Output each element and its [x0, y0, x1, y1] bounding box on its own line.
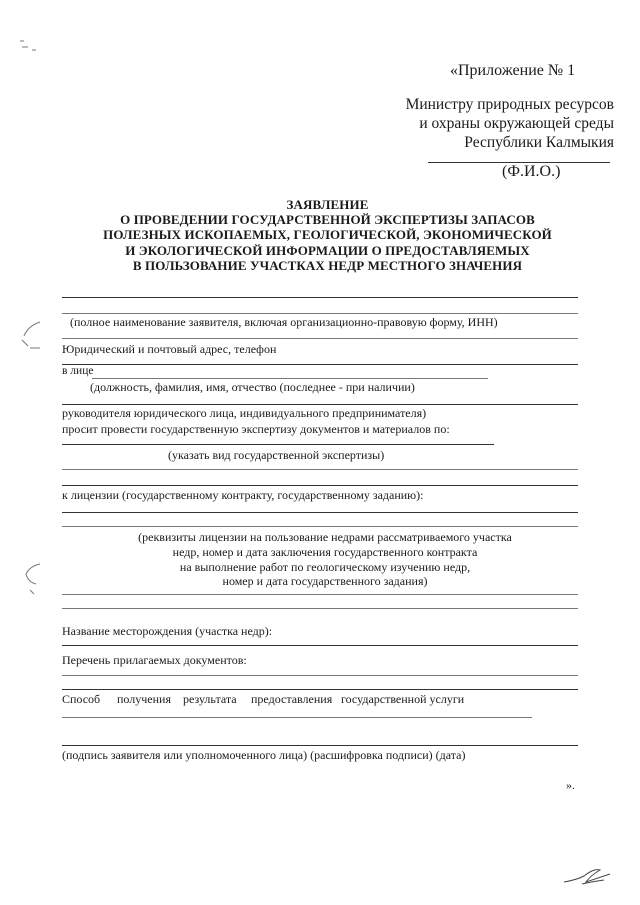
expertise-line-2[interactable]	[62, 469, 578, 470]
license-line-4[interactable]	[62, 608, 578, 609]
expertise-caption: (указать вид государственной экспертизы)	[168, 448, 385, 462]
applicant-line-1[interactable]	[62, 297, 578, 298]
handwritten-signature-icon	[560, 860, 620, 895]
deposit-line[interactable]	[62, 645, 578, 646]
method-word-1: Способ	[62, 692, 101, 706]
license-label: к лицензии (государственному контракту, государственному заданию):	[62, 488, 424, 502]
closing-mark: ».	[566, 778, 575, 792]
license-line-2[interactable]	[62, 526, 578, 527]
applicant-caption: (полное наименование заявителя, включая организационно-правовую форму, ИНН)	[70, 315, 498, 329]
signature-line[interactable]	[62, 745, 578, 746]
documents-line-2[interactable]	[62, 689, 578, 690]
method-word-3: результата	[183, 692, 237, 706]
document-subtitle-2: ПОЛЕЗНЫХ ИСКОПАЕМЫХ, ГЕОЛОГИЧЕСКОЙ, ЭКОНОМИЧЕСКОЙ	[103, 227, 552, 242]
person-caption: (должность, фамилия, имя, отчество (последнее - при наличии)	[90, 380, 415, 394]
license-top-line[interactable]	[62, 485, 578, 486]
document-subtitle-1: О ПРОВЕДЕНИИ ГОСУДАРСТВЕННОЙ ЭКСПЕРТИЗЫ ЗАПАСОВ	[120, 212, 535, 227]
margin-mark-mid	[18, 318, 48, 357]
documents-line-1[interactable]	[62, 675, 578, 676]
license-caption-2: недр, номер и дата заключения государственного контракта	[172, 545, 478, 559]
license-line-3[interactable]	[62, 594, 578, 595]
addressee-line-2: и охраны окружающей среды	[419, 115, 614, 132]
document-title: ЗАЯВЛЕНИЕ	[286, 197, 369, 212]
license-line-1[interactable]	[62, 512, 578, 513]
appendix-label: «Приложение № 1	[450, 62, 576, 79]
person-line[interactable]	[92, 378, 488, 379]
documents-label: Перечень прилагаемых документов:	[62, 653, 247, 667]
license-caption-4: номер и дата государственного задания)	[222, 574, 428, 588]
in-person-label: в лице	[62, 365, 94, 377]
deposit-label: Название месторождения (участка недр):	[62, 624, 273, 638]
address-line[interactable]	[62, 364, 578, 365]
license-caption-3: на выполнение работ по геологическому изучению недр,	[179, 560, 471, 574]
margin-mark-top	[18, 38, 40, 59]
applicant-line-2[interactable]	[62, 313, 578, 314]
margin-mark-low	[22, 560, 48, 601]
method-word-4: предоставления	[251, 692, 333, 706]
address-label: Юридический и почтовый адрес, телефон	[62, 342, 277, 356]
addressee-line-3: Республики Калмыкия	[464, 134, 614, 151]
license-caption-1: (реквизиты лицензии на пользование недрами рассматриваемого участка	[138, 530, 512, 544]
request-label: просит провести государственную экспертизу документов и материалов по:	[62, 422, 450, 436]
method-line[interactable]	[62, 717, 532, 718]
head-line[interactable]	[62, 404, 578, 405]
document-subtitle-3: И ЭКОЛОГИЧЕСКОЙ ИНФОРМАЦИИ О ПРЕДОСТАВЛЯЕМЫХ	[125, 243, 530, 258]
fio-caption: (Ф.И.О.)	[502, 163, 561, 180]
address-top-line[interactable]	[62, 338, 578, 339]
signature-caption: (подпись заявителя или уполномоченного лица) (расшифровка подписи) (дата)	[62, 748, 466, 762]
addressee-line-1: Министру природных ресурсов	[405, 96, 614, 113]
head-label: руководителя юридического лица, индивидуального предпринимателя)	[62, 406, 427, 420]
method-word-5: государственной услуги	[341, 692, 465, 706]
expertise-line[interactable]	[62, 444, 494, 445]
document-subtitle-4: В ПОЛЬЗОВАНИЕ УЧАСТКАХ НЕДР МЕСТНОГО ЗНАЧЕНИЯ	[132, 258, 523, 273]
method-word-2: получения	[117, 692, 171, 706]
